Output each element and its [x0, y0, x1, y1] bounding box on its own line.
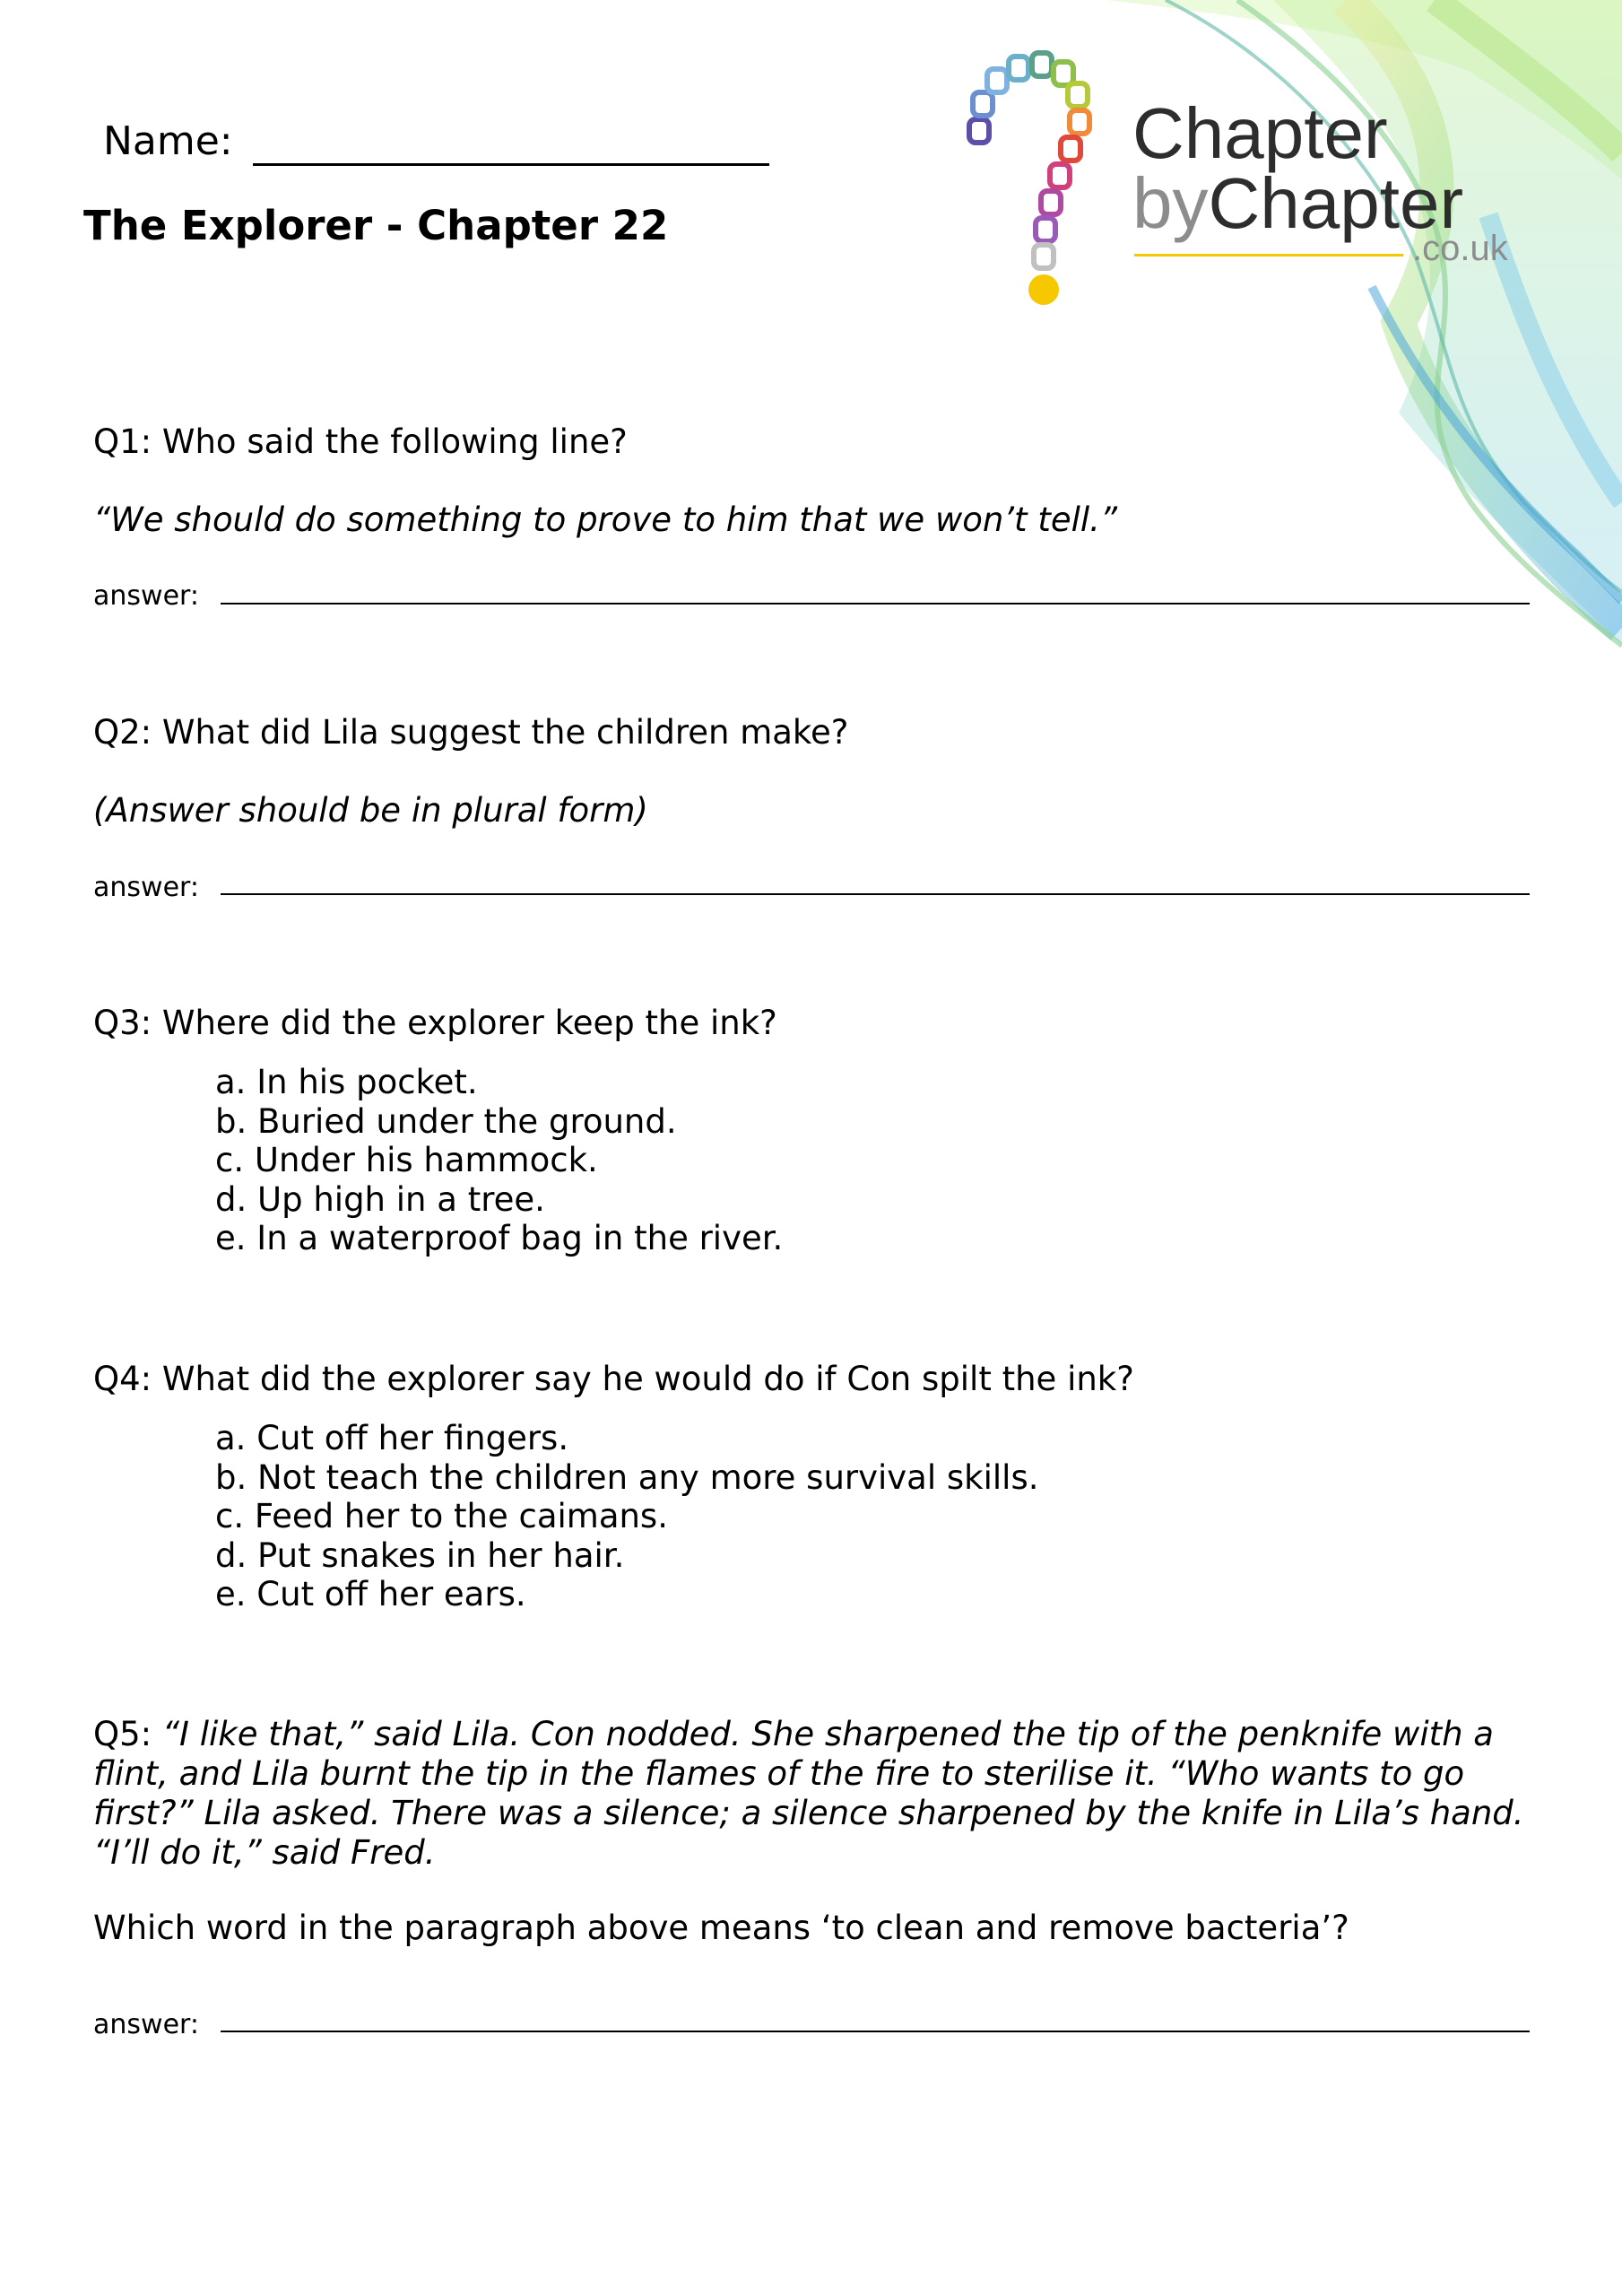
- logo-text-chapter: Chapter: [1208, 163, 1464, 243]
- question-2-note: (Answer should be in plural form): [93, 791, 648, 830]
- option-item[interactable]: e. In a waterproof bag in the river.: [215, 1219, 784, 1257]
- option-item[interactable]: d. Put snakes in her hair.: [215, 1535, 625, 1575]
- chapter-by-chapter-logo: [964, 49, 1538, 318]
- option-item[interactable]: d. Up high in a tree.: [215, 1179, 545, 1219]
- option-item[interactable]: b. Not teach the children any more survival skills.: [215, 1457, 1039, 1497]
- logo-text-line1: Chapter: [1132, 93, 1388, 173]
- option-item[interactable]: c. Feed her to the caimans.: [215, 1497, 668, 1535]
- question-3: Q3: Where did the explorer keep the ink?: [93, 1004, 777, 1042]
- question-2: Q2: What did Lila suggest the children make?: [93, 713, 849, 752]
- logo-text-by: by: [1132, 163, 1209, 243]
- question-5: Which word in the paragraph above means ‘to clean and remove bacteria’?: [93, 1909, 1349, 1947]
- answer-label: answer:: [93, 872, 199, 903]
- answer-line-q5[interactable]: [221, 2031, 1530, 2032]
- logo-domain: .co.uk: [1412, 229, 1508, 268]
- option-item[interactable]: c. Under his hammock.: [215, 1141, 598, 1179]
- question-3-options: [215, 1063, 783, 1258]
- question-4: Q4: What did the explorer say he would do if Con spilt the ink?: [93, 1360, 1134, 1398]
- answer-line-q1[interactable]: [221, 603, 1530, 604]
- option-item[interactable]: e. Cut off her ears.: [215, 1575, 526, 1613]
- option-item[interactable]: a. Cut off her fingers.: [215, 1419, 569, 1457]
- question-5-passage: “I like that,” said Lila. Con nodded. She sharpened the tip of the penknife with a flint, and Lila burnt the tip in the flames of the fire to sterilise it. “Who wants to go first?” Lila asked. There was a silence; a silence sharpened by the knife in Lila’s hand. “I’ll do it,” said Fred.: [93, 1715, 1524, 1872]
- question-5-prefix: Q5:: [93, 1715, 162, 1753]
- question-1: Q1: Who said the following line?: [93, 422, 628, 461]
- question-4-options: [215, 1419, 1038, 1614]
- answer-label: answer:: [93, 580, 199, 612]
- question-5-passage-block: [93, 1715, 1564, 1873]
- question-1-quote: “We should do something to prove to him that we won’t tell.”: [93, 500, 1118, 539]
- answer-label: answer:: [93, 2009, 199, 2040]
- option-item[interactable]: a. In his pocket.: [215, 1063, 478, 1101]
- name-label: Name:: [103, 118, 233, 164]
- worksheet-title: The Explorer - Chapter 22: [83, 202, 669, 249]
- name-input-line[interactable]: [253, 163, 769, 166]
- logo-dot: [1028, 274, 1059, 305]
- option-item[interactable]: b. Buried under the ground.: [215, 1101, 677, 1141]
- answer-line-q2[interactable]: [221, 893, 1530, 895]
- logo-underline: [1134, 254, 1403, 257]
